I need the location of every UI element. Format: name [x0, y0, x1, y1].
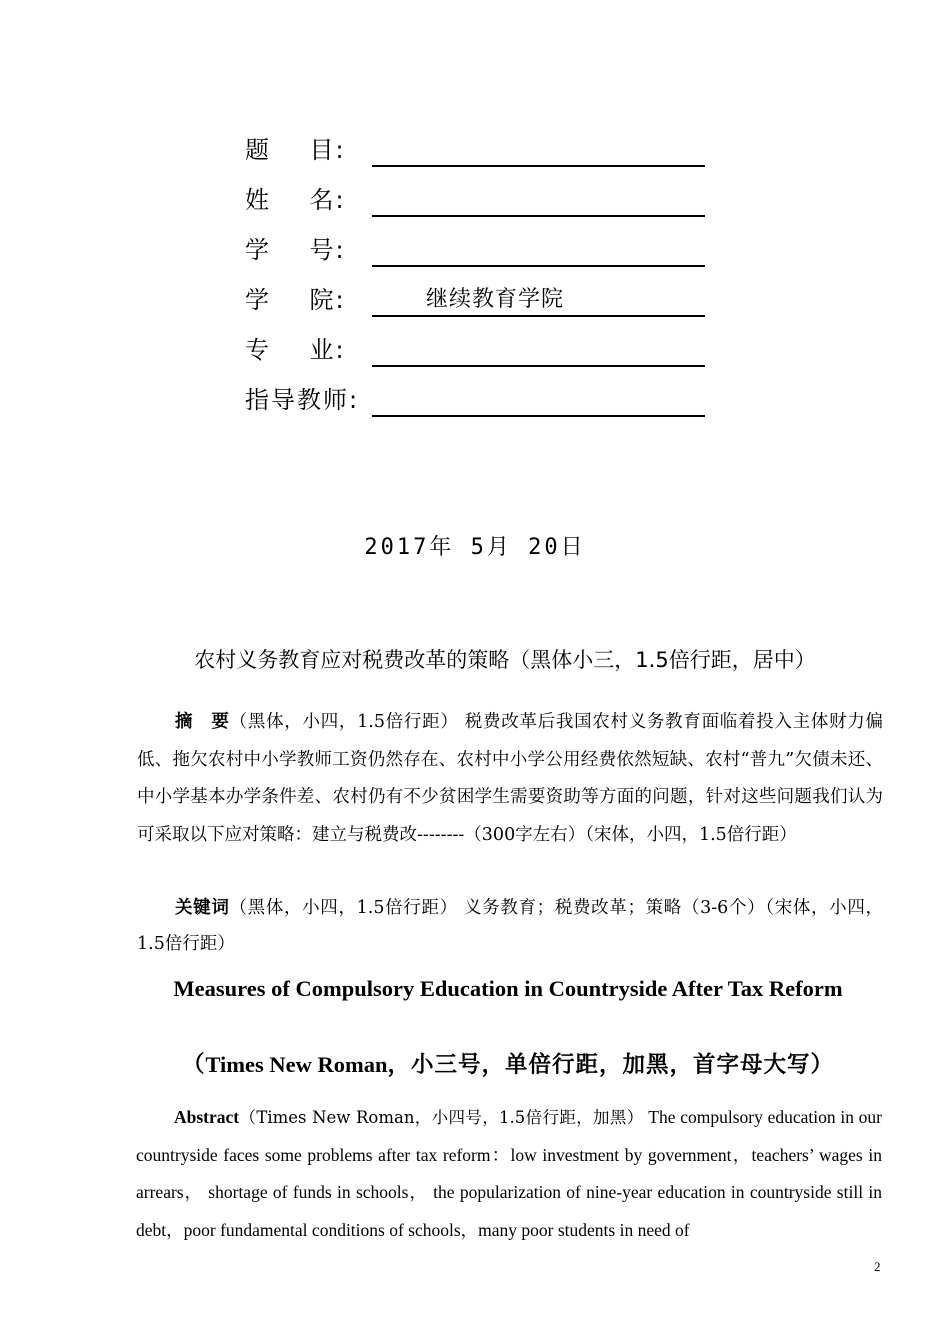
fill-in-line [372, 265, 705, 267]
keywords-note: （黑体，小四，1.5倍行距） [229, 898, 458, 918]
field-value: 继续教育学院 [426, 287, 565, 312]
paper-title-en: Measures of Compulsory Education in Countryside After Tax Reform [173, 976, 843, 1001]
abstract-cn [137, 704, 883, 854]
abstract-en-label: Abstract [174, 1107, 240, 1127]
fill-in-line [372, 215, 705, 217]
field-label: 专 业: [245, 336, 346, 364]
fill-in-line [372, 165, 705, 167]
abstract-cn-note: （黑体，小四，1.5倍行距） [229, 712, 459, 732]
field-label: 学 院: [245, 286, 346, 314]
abstract-en-text: The compulsory education in our countryside faces some problems after tax reform：low investment by government，teachers’ wages in arrears， shortage of funds in schools， the popularization of nine-year education in countryside still in debt，poor fundamental conditions of schools，many poor students in need of [136, 1107, 882, 1240]
abstract-en-note: （Times New Roman，小四号，1.5倍行距，加黑） [239, 1108, 644, 1127]
field-label: 学 号: [245, 236, 346, 264]
keywords-text: 义务教育；税费改革；策略（3-6个）（宋体，小四，1.5倍行距） [137, 898, 883, 954]
page-number: 2 [874, 1259, 881, 1274]
fill-in-line [372, 415, 705, 417]
keywords-label: 关键词 [175, 898, 230, 918]
abstract-en [136, 1099, 882, 1249]
field-label: 指导教师: [245, 386, 360, 414]
abstract-cn-text: 税费改革后我国农村义务教育面临着投入主体财力偏低、拖欠农村中小学教师工资仍然存在、农村中小学公用经费依然短缺、农村“普九”欠债未还、中小学基本办学条件差、农村仍有不少贫困学生需要资助等方面的问题，针对这些问题我们认为可采取以下应对策略：建立与税费改--------（300字左右）（宋体，小四，1.5倍行距） [137, 712, 883, 845]
keywords [137, 890, 883, 962]
paper-title-en-format-note: （Times New Roman，小三号，单倍行距，加黑，首字母大写） [181, 1052, 835, 1078]
fill-in-line [372, 365, 705, 367]
abstract-cn-label: 摘 要 [175, 712, 230, 732]
cover-date: 2017年 5月 20日 [364, 535, 586, 560]
field-label: 姓 名: [245, 186, 346, 214]
field-label: 题 目: [245, 136, 346, 164]
paper-title-cn: 农村义务教育应对税费改革的策略（黑体小三，1.5倍行距，居中） [194, 648, 816, 672]
